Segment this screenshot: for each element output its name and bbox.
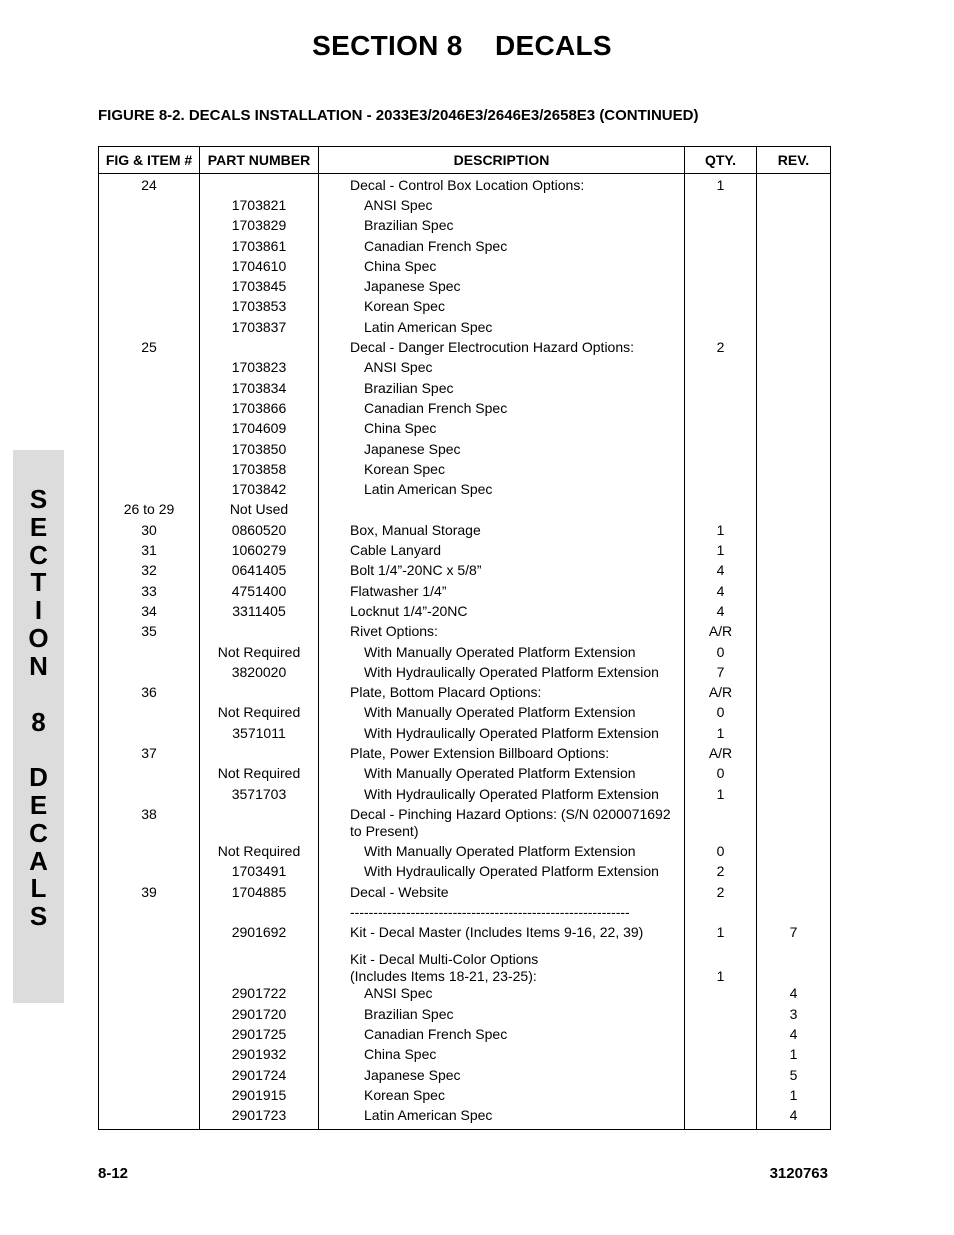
cell-fig-item: 32 — [99, 562, 200, 582]
cell-part-number: Not Used — [200, 501, 319, 521]
cell-part-number — [200, 684, 319, 704]
table-row — [99, 420, 831, 440]
side-tab-letter: S — [29, 484, 48, 514]
cell-part-number: Not Required — [200, 843, 319, 863]
cell-description: Kit - Decal Multi-Color Options (Includes Items 18-21, 23-25): — [319, 944, 685, 985]
cell-qty — [685, 1026, 757, 1046]
cell-part-number: 3311405 — [200, 603, 319, 623]
cell-qty: 2 — [685, 884, 757, 904]
cell-fig-item — [99, 481, 200, 501]
table-row — [99, 522, 831, 542]
cell-rev — [757, 339, 831, 359]
cell-qty: 1 — [685, 522, 757, 542]
cell-qty: 1 — [685, 174, 757, 198]
cell-rev: 3 — [757, 1006, 831, 1026]
table-row — [99, 461, 831, 481]
cell-part-number: 1703842 — [200, 481, 319, 501]
table-row — [99, 359, 831, 379]
cell-description: China Spec — [319, 258, 685, 278]
cell-qty: 4 — [685, 583, 757, 603]
cell-qty — [685, 197, 757, 217]
cell-fig-item — [99, 1026, 200, 1046]
table-row — [99, 481, 831, 501]
cell-rev — [757, 278, 831, 298]
cell-part-number: 1704609 — [200, 420, 319, 440]
section-side-tab — [13, 450, 64, 1003]
cell-fig-item — [99, 298, 200, 318]
header-rev: REV. — [757, 147, 831, 174]
cell-part-number — [200, 904, 319, 924]
cell-rev — [757, 745, 831, 765]
side-tab-letter: 8 — [31, 707, 46, 737]
table-row — [99, 1087, 831, 1107]
cell-qty: 4 — [685, 603, 757, 623]
side-tab-letter: C — [29, 540, 48, 570]
cell-fig-item: 26 to 29 — [99, 501, 200, 521]
cell-description: Locknut 1/4”-20NC — [319, 603, 685, 623]
cell-description: Japanese Spec — [319, 278, 685, 298]
cell-part-number — [200, 339, 319, 359]
cell-description: With Manually Operated Platform Extension — [319, 704, 685, 724]
table-row — [99, 843, 831, 863]
cell-qty — [685, 985, 757, 1005]
cell-qty — [685, 319, 757, 339]
cell-part-number: 2901722 — [200, 985, 319, 1005]
cell-fig-item: 33 — [99, 583, 200, 603]
cell-part-number: 1703823 — [200, 359, 319, 379]
cell-rev — [757, 298, 831, 318]
cell-rev — [757, 441, 831, 461]
cell-fig-item: 37 — [99, 745, 200, 765]
cell-qty: 7 — [685, 664, 757, 684]
cell-qty — [685, 1046, 757, 1066]
cell-fig-item: 24 — [99, 174, 200, 198]
cell-qty — [685, 380, 757, 400]
header-qty: QTY. — [685, 147, 757, 174]
cell-qty: 0 — [685, 765, 757, 785]
cell-part-number: Not Required — [200, 765, 319, 785]
cell-description: Brazilian Spec — [319, 1006, 685, 1026]
cell-description: Decal - Danger Electrocution Hazard Options: — [319, 339, 685, 359]
footer-page-number: 8-12 — [98, 1165, 129, 1182]
cell-fig-item — [99, 985, 200, 1005]
cell-rev — [757, 461, 831, 481]
cell-fig-item — [99, 400, 200, 420]
cell-part-number: 2901725 — [200, 1026, 319, 1046]
cell-fig-item — [99, 843, 200, 863]
cell-part-number: 2901932 — [200, 1046, 319, 1066]
cell-part-number: 1703853 — [200, 298, 319, 318]
cell-fig-item — [99, 765, 200, 785]
cell-part-number — [200, 174, 319, 198]
cell-rev — [757, 704, 831, 724]
table-row — [99, 197, 831, 217]
cell-fig-item — [99, 904, 200, 924]
cell-qty — [685, 400, 757, 420]
cell-qty — [685, 298, 757, 318]
table-header-row — [99, 147, 831, 174]
cell-description: Korean Spec — [319, 461, 685, 481]
cell-rev: 7 — [757, 924, 831, 944]
table-row — [99, 786, 831, 806]
cell-part-number — [200, 944, 319, 985]
cell-rev — [757, 522, 831, 542]
cell-part-number: 4751400 — [200, 583, 319, 603]
side-tab-letter: T — [30, 567, 47, 597]
cell-rev — [757, 380, 831, 400]
cell-description: With Hydraulically Operated Platform Extension — [319, 664, 685, 684]
cell-fig-item: 38 — [99, 806, 200, 843]
cell-part-number: 1704610 — [200, 258, 319, 278]
cell-fig-item — [99, 238, 200, 258]
cell-rev — [757, 501, 831, 521]
section-title: SECTION 8 DECALS — [312, 30, 612, 61]
table-row — [99, 684, 831, 704]
cell-description: With Hydraulically Operated Platform Extension — [319, 863, 685, 883]
cell-rev — [757, 884, 831, 904]
cell-description: Canadian French Spec — [319, 238, 685, 258]
cell-rev — [757, 400, 831, 420]
cell-rev — [757, 623, 831, 643]
cell-rev: 5 — [757, 1067, 831, 1087]
cell-qty — [685, 1067, 757, 1087]
cell-description: Cable Lanyard — [319, 542, 685, 562]
side-tab-letter: L — [30, 873, 47, 903]
table-row — [99, 1046, 831, 1066]
cell-rev — [757, 481, 831, 501]
cell-rev — [757, 786, 831, 806]
cell-description — [319, 501, 685, 521]
cell-qty: 2 — [685, 339, 757, 359]
cell-fig-item — [99, 258, 200, 278]
cell-part-number: 3571703 — [200, 786, 319, 806]
cell-fig-item — [99, 217, 200, 237]
cell-rev — [757, 725, 831, 745]
cell-qty — [685, 461, 757, 481]
table-row — [99, 400, 831, 420]
table-row — [99, 1067, 831, 1087]
table-row — [99, 298, 831, 318]
cell-qty — [685, 481, 757, 501]
table-row — [99, 863, 831, 883]
cell-description: Flatwasher 1/4” — [319, 583, 685, 603]
side-tab-letter: I — [34, 595, 43, 625]
cell-fig-item — [99, 704, 200, 724]
cell-description: With Hydraulically Operated Platform Extension — [319, 786, 685, 806]
cell-description: Korean Spec — [319, 298, 685, 318]
cell-qty: A/R — [685, 684, 757, 704]
side-tab-letter: E — [29, 790, 48, 820]
table-row — [99, 944, 831, 985]
cell-part-number: 1704885 — [200, 884, 319, 904]
cell-part-number: 0860520 — [200, 522, 319, 542]
side-tab-letter: O — [28, 623, 49, 653]
table-row — [99, 238, 831, 258]
side-tab-letter: C — [29, 818, 48, 848]
cell-fig-item — [99, 786, 200, 806]
cell-fig-item — [99, 441, 200, 461]
cell-description: With Manually Operated Platform Extension — [319, 765, 685, 785]
table-row — [99, 704, 831, 724]
cell-rev — [757, 238, 831, 258]
cell-description: Japanese Spec — [319, 1067, 685, 1087]
cell-qty: 0 — [685, 644, 757, 664]
cell-fig-item — [99, 725, 200, 745]
cell-part-number: 2901915 — [200, 1087, 319, 1107]
cell-description: Decal - Control Box Location Options: — [319, 174, 685, 198]
cell-description: Plate, Bottom Placard Options: — [319, 684, 685, 704]
cell-fig-item — [99, 197, 200, 217]
table-row — [99, 884, 831, 904]
footer-doc-number: 3120763 — [769, 1165, 828, 1182]
cell-rev — [757, 420, 831, 440]
cell-fig-item — [99, 1067, 200, 1087]
cell-fig-item — [99, 1046, 200, 1066]
table-row — [99, 583, 831, 603]
cell-description: Canadian French Spec — [319, 1026, 685, 1046]
cell-description: Kit - Decal Master (Includes Items 9-16, 22, 39) — [319, 924, 685, 944]
cell-fig-item: 30 — [99, 522, 200, 542]
cell-rev: 1 — [757, 1087, 831, 1107]
cell-rev — [757, 217, 831, 237]
cell-fig-item — [99, 319, 200, 339]
table-row — [99, 380, 831, 400]
table-row — [99, 806, 831, 843]
cell-fig-item — [99, 664, 200, 684]
side-tab-letter: N — [29, 651, 48, 681]
cell-rev — [757, 904, 831, 924]
table-row — [99, 644, 831, 664]
cell-description: Canadian French Spec — [319, 400, 685, 420]
cell-part-number: 2901723 — [200, 1107, 319, 1130]
cell-fig-item: 31 — [99, 542, 200, 562]
cell-description: Latin American Spec — [319, 1107, 685, 1130]
cell-qty: 1 — [685, 944, 757, 985]
cell-rev — [757, 542, 831, 562]
cell-rev — [757, 603, 831, 623]
cell-part-number: 1703861 — [200, 238, 319, 258]
cell-description: Plate, Power Extension Billboard Options: — [319, 745, 685, 765]
cell-part-number: Not Required — [200, 644, 319, 664]
cell-fig-item — [99, 1107, 200, 1130]
cell-rev — [757, 843, 831, 863]
side-tab-letter: S — [29, 901, 48, 931]
cell-description: Decal - Pinching Hazard Options: (S/N 0200071692 to Present) — [319, 806, 685, 843]
table-row — [99, 765, 831, 785]
cell-rev: 4 — [757, 985, 831, 1005]
cell-fig-item — [99, 944, 200, 985]
cell-qty: A/R — [685, 623, 757, 643]
cell-description: With Manually Operated Platform Extension — [319, 843, 685, 863]
header-description: DESCRIPTION — [319, 147, 685, 174]
cell-qty — [685, 278, 757, 298]
cell-qty: 1 — [685, 542, 757, 562]
cell-qty — [685, 441, 757, 461]
cell-part-number — [200, 745, 319, 765]
cell-qty — [685, 420, 757, 440]
cell-description: Decal - Website — [319, 884, 685, 904]
cell-description: Rivet Options: — [319, 623, 685, 643]
cell-fig-item — [99, 278, 200, 298]
side-tab-letter: E — [29, 512, 48, 542]
cell-rev — [757, 562, 831, 582]
cell-fig-item: 39 — [99, 884, 200, 904]
table-row — [99, 603, 831, 623]
side-tab-letter: A — [29, 846, 48, 876]
cell-fig-item — [99, 1087, 200, 1107]
cell-rev — [757, 258, 831, 278]
cell-part-number: 1703866 — [200, 400, 319, 420]
table-row — [99, 339, 831, 359]
cell-rev — [757, 863, 831, 883]
cell-fig-item: 36 — [99, 684, 200, 704]
cell-description: Japanese Spec — [319, 441, 685, 461]
cell-rev — [757, 664, 831, 684]
table-row — [99, 623, 831, 643]
cell-description: Brazilian Spec — [319, 380, 685, 400]
parts-table — [98, 146, 831, 1130]
cell-part-number: 2901724 — [200, 1067, 319, 1087]
table-row — [99, 745, 831, 765]
cell-qty — [685, 1107, 757, 1130]
cell-fig-item — [99, 644, 200, 664]
table-row — [99, 924, 831, 944]
cell-rev — [757, 806, 831, 843]
cell-rev — [757, 684, 831, 704]
cell-description: Korean Spec — [319, 1087, 685, 1107]
cell-part-number: 0641405 — [200, 562, 319, 582]
cell-description: With Hydraulically Operated Platform Extension — [319, 725, 685, 745]
cell-part-number: 2901692 — [200, 924, 319, 944]
table-row — [99, 217, 831, 237]
table-row — [99, 542, 831, 562]
table-row — [99, 1006, 831, 1026]
table-row — [99, 501, 831, 521]
cell-part-number: 1703845 — [200, 278, 319, 298]
cell-qty — [685, 217, 757, 237]
cell-fig-item — [99, 461, 200, 481]
cell-part-number: 1703491 — [200, 863, 319, 883]
cell-part-number: 1703858 — [200, 461, 319, 481]
cell-part-number: 1703834 — [200, 380, 319, 400]
cell-part-number: 2901720 — [200, 1006, 319, 1026]
cell-description: Box, Manual Storage — [319, 522, 685, 542]
table-row — [99, 664, 831, 684]
table-row — [99, 319, 831, 339]
table-row — [99, 985, 831, 1005]
side-tab-letter: D — [29, 762, 48, 792]
cell-description: ------------------------------------------------------------ — [319, 904, 685, 924]
table-row — [99, 441, 831, 461]
cell-rev — [757, 359, 831, 379]
cell-description: ANSI Spec — [319, 985, 685, 1005]
cell-part-number: 3820020 — [200, 664, 319, 684]
cell-qty: 0 — [685, 704, 757, 724]
cell-qty — [685, 258, 757, 278]
cell-rev — [757, 944, 831, 985]
cell-part-number: 1703850 — [200, 441, 319, 461]
cell-rev — [757, 644, 831, 664]
table-row — [99, 1026, 831, 1046]
cell-part-number: 3571011 — [200, 725, 319, 745]
cell-part-number: 1703837 — [200, 319, 319, 339]
cell-fig-item: 35 — [99, 623, 200, 643]
cell-description: ANSI Spec — [319, 197, 685, 217]
table-row — [99, 174, 831, 198]
cell-fig-item — [99, 420, 200, 440]
cell-part-number: 1703829 — [200, 217, 319, 237]
cell-description: Latin American Spec — [319, 481, 685, 501]
cell-part-number — [200, 623, 319, 643]
cell-part-number: Not Required — [200, 704, 319, 724]
cell-fig-item — [99, 1006, 200, 1026]
cell-rev — [757, 583, 831, 603]
cell-qty — [685, 501, 757, 521]
cell-fig-item — [99, 924, 200, 944]
cell-part-number: 1703821 — [200, 197, 319, 217]
figure-title: FIGURE 8-2. DECALS INSTALLATION - 2033E3/2046E3/2646E3/2658E3 (CONTINUED) — [98, 107, 699, 124]
cell-rev: 4 — [757, 1107, 831, 1130]
cell-description: Bolt 1/4”-20NC x 5/8” — [319, 562, 685, 582]
cell-qty — [685, 359, 757, 379]
cell-fig-item: 34 — [99, 603, 200, 623]
cell-part-number: 1060279 — [200, 542, 319, 562]
cell-qty: 1 — [685, 924, 757, 944]
cell-description: China Spec — [319, 1046, 685, 1066]
cell-qty: 1 — [685, 786, 757, 806]
table-row — [99, 258, 831, 278]
header-part-number: PART NUMBER — [200, 147, 319, 174]
table-row — [99, 725, 831, 745]
table-row — [99, 1107, 831, 1130]
cell-qty: A/R — [685, 745, 757, 765]
cell-rev: 4 — [757, 1026, 831, 1046]
cell-description: ANSI Spec — [319, 359, 685, 379]
cell-part-number — [200, 806, 319, 843]
header-fig-item: FIG & ITEM # — [99, 147, 200, 174]
cell-fig-item — [99, 863, 200, 883]
table-row — [99, 278, 831, 298]
table-row — [99, 904, 831, 924]
cell-rev — [757, 174, 831, 198]
cell-qty: 0 — [685, 843, 757, 863]
cell-rev — [757, 197, 831, 217]
cell-qty — [685, 806, 757, 843]
cell-qty: 2 — [685, 863, 757, 883]
cell-fig-item: 25 — [99, 339, 200, 359]
cell-qty — [685, 1006, 757, 1026]
cell-rev — [757, 319, 831, 339]
table-row — [99, 562, 831, 582]
cell-description: Latin American Spec — [319, 319, 685, 339]
cell-rev: 1 — [757, 1046, 831, 1066]
cell-qty — [685, 904, 757, 924]
cell-qty — [685, 1087, 757, 1107]
cell-description: With Manually Operated Platform Extension — [319, 644, 685, 664]
cell-qty: 1 — [685, 725, 757, 745]
cell-description: Brazilian Spec — [319, 217, 685, 237]
cell-description: China Spec — [319, 420, 685, 440]
cell-fig-item — [99, 359, 200, 379]
cell-qty: 4 — [685, 562, 757, 582]
cell-qty — [685, 238, 757, 258]
cell-rev — [757, 765, 831, 785]
cell-fig-item — [99, 380, 200, 400]
